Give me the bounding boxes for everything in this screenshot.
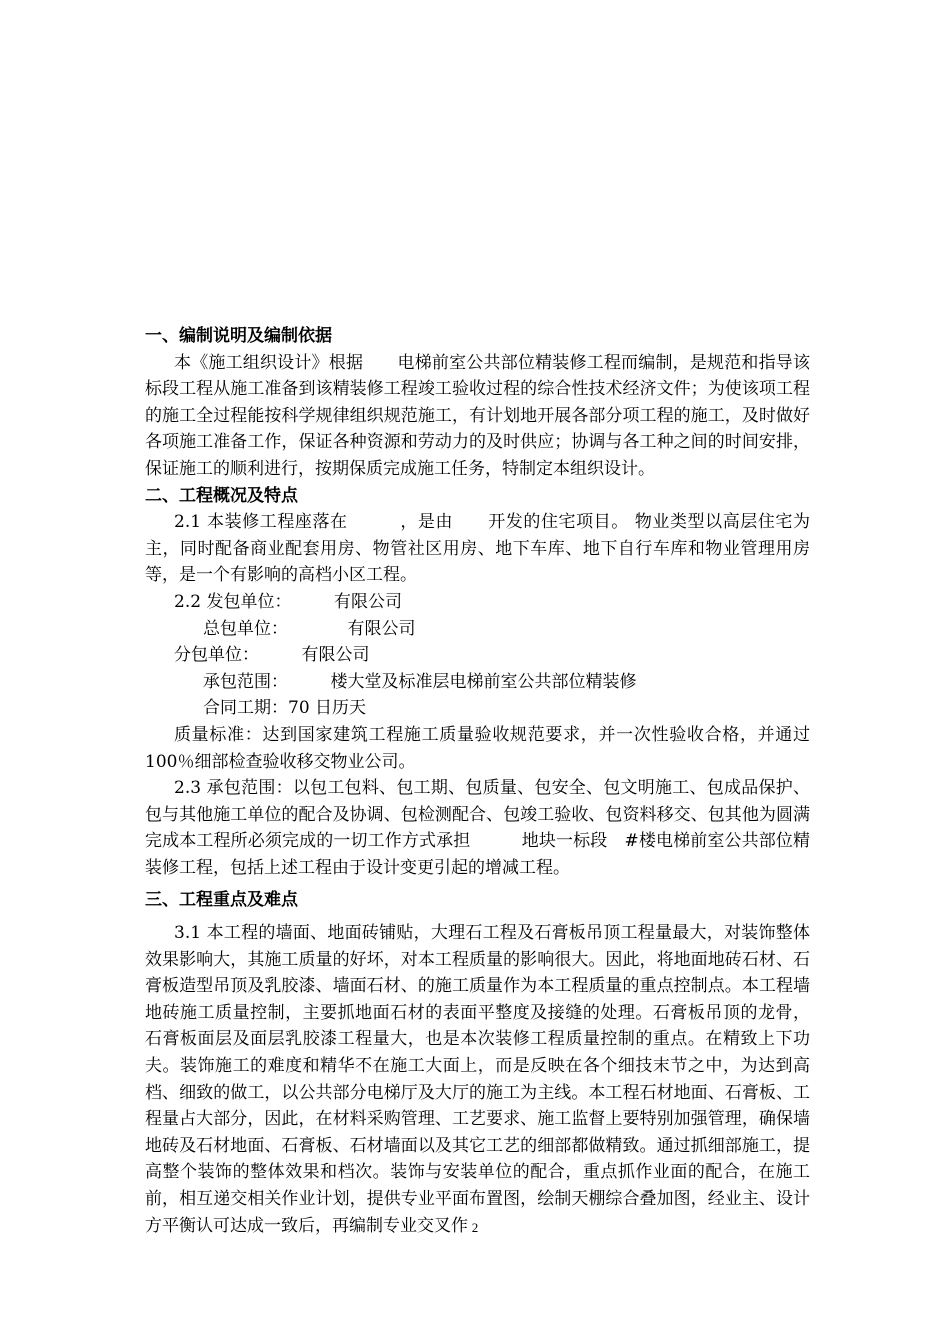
contract-scope-line: 承包范围： 楼大堂及标准层电梯前室公共部位精装修 xyxy=(203,671,637,692)
general-contractor-line: 总包单位： 有限公司 xyxy=(203,618,416,639)
page-number: 2 xyxy=(471,1220,479,1235)
section-3-heading: 三、工程重点及难点 xyxy=(145,890,298,911)
section-1-paragraph: 本《施工组织设计》根据 电梯前室公共部位精装修工程而编制，是规范和指导该标段工程从施工准备到该精装修工程竣工验收过程的综合性技术经济文件；为使该项工程的施工全过程能按科学规律组织规范施工，有计划地开展各部分项工程的施工，及时做好各项施工准备工作，保证各种资源和劳动力的及时供应；协调与各工种之间的时间安排，保证施工的顺利进行，按期保质完成施工任务，特制定本组织设计。 xyxy=(145,352,810,479)
contract-duration-line: 合同工期：70 日历天 xyxy=(203,698,367,719)
section-2-heading: 二、工程概况及特点 xyxy=(145,485,298,506)
subcontractor-line: 分包单位： 有限公司 xyxy=(174,645,370,666)
section-2-1-paragraph: 2.1 本装修工程座落在 ，是由 开发的住宅项目。 物业类型以高层住宅为主，同时配备商业配套用房、物管社区用房、地下车库、地下自行车库和物业管理用房等，是一个有影响的高档小区工程。 xyxy=(145,512,810,586)
quality-standard-paragraph: 质量标准：达到国家建筑工程施工质量验收规范要求，并一次性验收合格，并通过 100％细部检查验收移交物业公司。 xyxy=(145,724,810,772)
section-3-1-paragraph: 3.1 本工程的墙面、地面砖铺贴，大理石工程及石膏板吊顶工程量最大，对装饰整体效果影响大，其施工质量的好坏，对本工程质量的影响很大。因此，将地面地砖石材、石膏板造型吊顶及乳胶漆、墙面石材、的施工质量作为本工程质量的重点控制点。本工程墙地砖施工质量控制，主要抓地面石材的表面平整度及接缝的处理。石膏板吊顶的龙骨， 石膏板面层及面层乳胶漆工程量大，也是本次装修工程质量控制的重点。在精致上下功夫。装饰施工的难度和精华不在施工大面上，而是反映在各个细技末节之中，为达到高档、细致的做工，以公共部分电梯厅及大厅的施工为主线。本工程石材地面、石膏板、工程量占大部分，因此，在材料采购管理、工艺要求、施工监督上要特别加强管理，确保墙地砖及石材地面、石膏板、石材墙面以及其它工艺的细部都做精致。通过抓细部施工，提高整个装饰的整体效果和档次。装饰与安装单位的配合，重点抓作业面的配合，在施工前，相互递交相关作业计划，提供专业平面布置图，绘制天棚综合叠加图，经业主、设计方平衡认可达成一致后，再编制专业交叉作 xyxy=(145,923,810,1236)
section-2-3-paragraph: 2.3 承包范围：以包工包料、包工期、包质量、包安全、包文明施工、包成品保护、包与其他施工单位的配合及协调、包检测配合、包竣工验收、包资料移交、包其他为圆满完成本工程所必须完成的一切工作方式承担 地块一标段 #楼电梯前室公共部位精装修工程，包括上述工程由于设计变更引起的增减工程。 xyxy=(145,778,810,878)
document-body xyxy=(145,323,810,1239)
contractor-employer-line: 2.2 发包单位： 有限公司 xyxy=(174,591,402,612)
section-1-heading: 一、编制说明及编制依据 xyxy=(145,326,332,346)
